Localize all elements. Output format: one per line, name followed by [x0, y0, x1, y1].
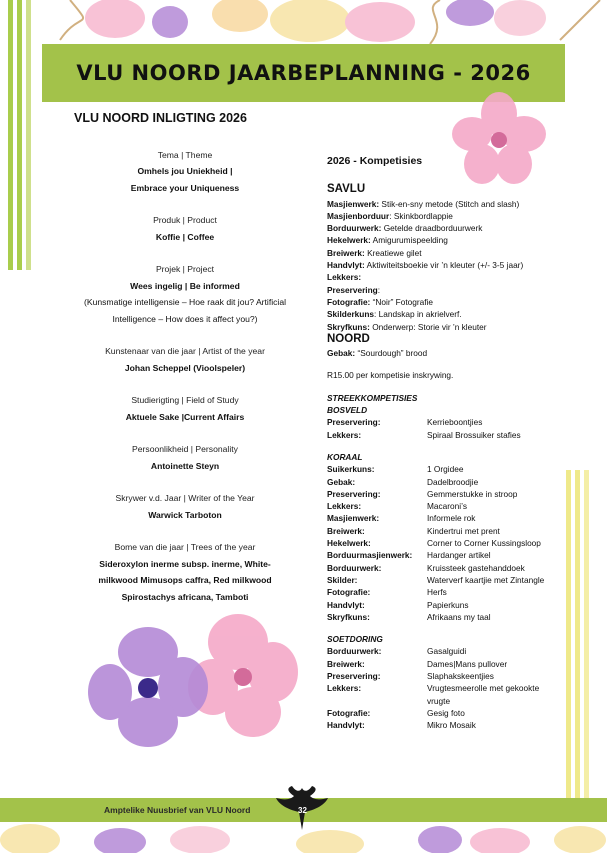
list-item: Handvlyt: Aktiwiteitsboekie vir ’n kleuter (+/- 3-5 jaar) — [327, 260, 524, 271]
noord-heading: NOORD — [327, 332, 370, 345]
personality-section — [70, 441, 300, 474]
koraal-list: Suikerkuns: 1 Orgidee Gebak: Dadelbroodjie Preservering: Gemmerstukke in stroop Lekkers: Macaroni’s Masjienwerk: Informele rok Breiwerk: Kindertrui met prent Hekelwerk: Corner to Corner Kussingsloop Borduurmasjienwerk: Hardanger artikel Borduurwerk: Kruissteek gastehanddoek Skilder: Waterverf kaartjie met Zintangle Fotografie: Herfs Handvlyt: Papierkuns Skryfkuns: Afrikaans my taal — [327, 464, 545, 622]
section-value: Johan Scheppel (Vioolspeler) — [124, 362, 246, 373]
list-item: Skilderkuns: Landskap in akrielverf. — [327, 309, 462, 320]
group-heading-bosveld: BOSVELD — [327, 405, 368, 416]
bosveld-list: Preservering: Kerrieboontjies Lekkers: Spiraal Brossuiker stafies — [327, 417, 521, 440]
bottom-floral-border — [0, 820, 607, 853]
list-item: Hekelwerk: Amigurumispeelding — [327, 235, 448, 246]
section-value: Antoinette Steyn — [150, 460, 220, 471]
section-label: Projek | Project — [155, 264, 215, 274]
group-heading-koraal: KORAAL — [327, 451, 363, 462]
section-label: Tema | Theme — [157, 149, 213, 160]
section-label: Bome van die jaar | Trees of the year — [114, 542, 256, 552]
section-value: Sideroxylon inerme subsp. inerme, White- — [99, 558, 271, 569]
right-stripes — [566, 470, 593, 810]
top-floral-border — [0, 0, 607, 48]
list-item: Breiwerk: Kreatiewe gilet — [327, 247, 422, 258]
section-value: Spirostachys africana, Tamboti — [121, 591, 249, 602]
section-note: Intelligence – How does it affect you?) — [112, 313, 258, 324]
section-label: Skrywer v.d. Jaar | Writer of the Year — [115, 493, 255, 503]
soetdoring-list: Borduurwerk: Gasalguidi Breiwerk: Dames|Mans pullover Preservering: Slaphakskeentjies Lekkers: Vrugtesmeerolle met gekookte vrugte Fotografie: Gesig foto Handvlyt: Mikro Mosaik — [327, 646, 540, 731]
list-item: Masjienwerk: Stik-en-sny metode (Stitch and slash) — [327, 198, 520, 209]
info-heading: VLU NOORD INLIGTING 2026 — [74, 111, 247, 125]
study-section — [70, 392, 300, 425]
artist-section — [70, 343, 300, 376]
section-label: Produk | Product — [153, 215, 217, 225]
list-item: Fotografie: “Noir” Fotografie — [327, 296, 434, 307]
section-value: Koffie | Coffee — [155, 231, 215, 242]
savlu-list — [327, 198, 547, 333]
flowers-illustration — [88, 612, 298, 752]
page-title: VLU NOORD JAARBEPLANNING - 2026 — [76, 61, 531, 85]
writer-section — [70, 490, 300, 523]
competitions-heading: 2026 - Kompetisies — [327, 155, 423, 167]
regional-heading: STREEKKOMPETISIES — [327, 392, 418, 403]
section-label: Persoonlikheid | Personality — [132, 444, 238, 454]
group-heading-soetdoring: SOETDORING — [327, 634, 383, 645]
theme-section — [70, 147, 300, 197]
savlu-heading: SAVLU — [327, 183, 366, 196]
section-label: Studierigting | Field of Study — [131, 395, 239, 405]
section-value: milkwood Mimusops caffra, Red milkwood — [98, 575, 272, 585]
page-number: 32 — [298, 806, 307, 815]
list-item: Lekkers: — [327, 272, 362, 283]
section-note: (Kunsmatige intelligensie – Hoe raak dit jou? Artificial — [83, 297, 287, 307]
footer-text: Amptelike Nuusbrief van VLU Noord — [104, 805, 251, 815]
list-item: Borduurwerk: Getelde draadborduurwerk — [327, 223, 483, 234]
product-section — [70, 212, 300, 245]
trees-section — [70, 539, 300, 605]
list-item: Masjienborduur: Skinkbordlappie — [327, 210, 453, 221]
project-section — [70, 261, 300, 327]
list-item: Preservering: — [327, 284, 381, 295]
competitions-column — [327, 155, 547, 731]
section-label: Kunstenaar van die jaar | Artist of the year — [105, 346, 265, 356]
section-value: Embrace your Uniqueness — [130, 182, 240, 193]
section-value: Warwick Tarboton — [148, 509, 222, 520]
section-value: Wees ingelig | Be informed — [130, 280, 240, 291]
info-column — [70, 110, 300, 621]
list-item: Gebak: “Sourdough” brood — [327, 348, 428, 359]
list-item: Skryfkuns: Onderwerp: Storie vir ’n kleuter — [327, 321, 487, 332]
section-value: Omhels jou Uniekheid | — [137, 166, 233, 176]
entry-fee: R15.00 per kompetisie inskrywing. — [327, 370, 454, 381]
section-value: Aktuele Sake |Current Affairs — [125, 411, 245, 422]
